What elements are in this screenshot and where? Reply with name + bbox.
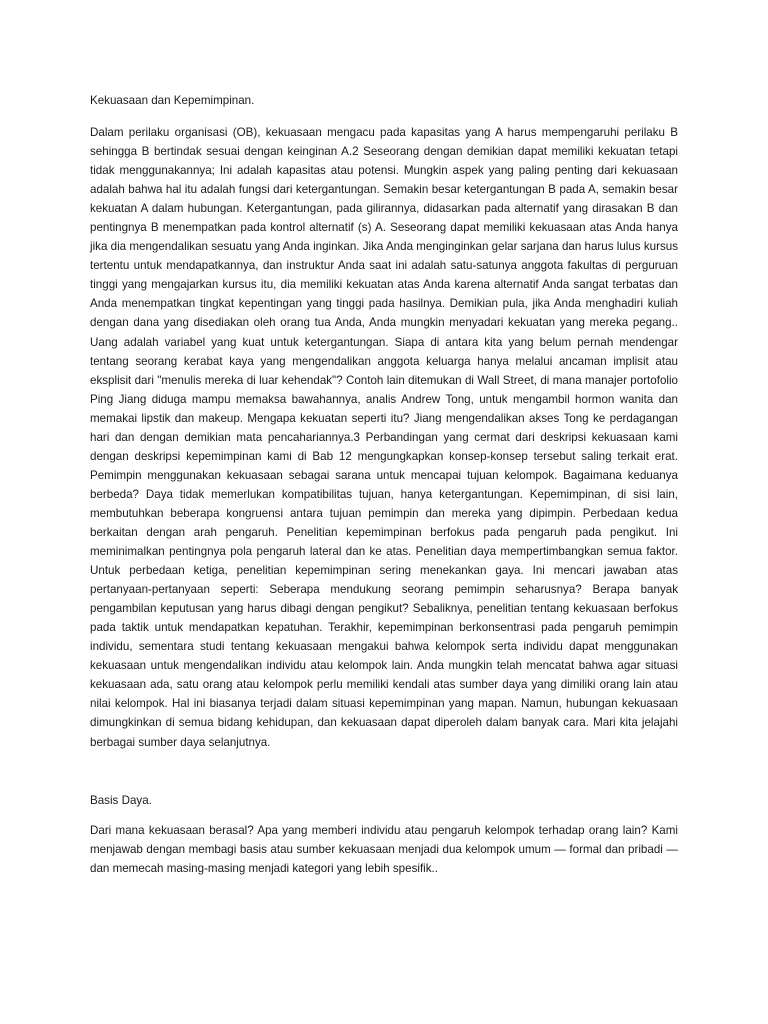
body-paragraph: Dalam perilaku organisasi (OB), kekuasaan mengacu pada kapasitas yang A harus mempengaruhi perilaku B sehingga B bertindak sesuai dengan keinginan A.2 Seseorang dengan demikian dapat memiliki kekuatan tetapi tidak menggunakannya; Ini adalah kapasitas atau potensi. Mungkin aspek yang paling penting dari kekuasaan adalah bahwa hal itu adalah fungsi dari ketergantungan. Semakin besar ketergantungan B pada A, semakin besar kekuatan A dalam hubungan. Ketergantungan, pada gilirannya, didasarkan pada alternatif yang dirasakan B dan pentingnya B menempatkan pada kontrol alternatif (s) A. Seseorang dapat memiliki kekuasaan atas Anda hanya jika dia mengendalikan sesuatu yang Anda inginkan. Jika Anda menginginkan gelar sarjana dan harus lulus kursus tertentu untuk mendapatkannya, dan instruktur Anda saat ini adalah satu-satunya anggota fakultas di perguruan tinggi yang mengajarkan kursus itu, dia memiliki kekuatan atas Anda karena alternatif Anda sangat terbatas dan Anda menempatkan tingkat kepentingan yang tinggi pada hasilnya. Demikian pula, jika Anda menghadiri kuliah dengan dana yang disediakan oleh orang tua Anda, Anda mungkin menyadari kekuatan yang mereka pegang.. Uang adalah variabel yang kuat untuk ketergantungan. Siapa di antara kita yang belum pernah mendengar tentang seorang kerabat kaya yang mengendalikan anggota keluarga hanya melalui ancaman implisit atau eksplisit dari "menulis mereka di luar kehendak"? Contoh lain ditemukan di Wall Street, di mana manajer portofolio Ping Jiang diduga mampu memaksa bawahannya, analis Andrew Tong, untuk mengambil hormon wanita dan memakai lipstik dan makeup. Mengapa kekuatan seperti itu? Jiang mengendalikan akses Tong ke perdagangan hari dan dengan demikian mata pencahariannya.3 Perbandingan yang cermat dari deskripsi kekuasaan kami dengan deskripsi kepemimpinan kami di Bab 12 mengungkapkan konsep-konsep tersebut saling terkait erat. Pemimpin menggunakan kekuasaan sebagai sarana untuk mencapai tujuan kelompok. Bagaimana keduanya berbeda? Daya tidak memerlukan kompatibilitas tujuan, hanya ketergantungan. Kepemimpinan, di sisi lain, membutuhkan beberapa kongruensi antara tujuan pemimpin dan mereka yang dipimpin. Perbedaan kedua berkaitan dengan arah pengaruh. Penelitian kepemimpinan berfokus pada pengaruh pada pengikut. Ini meminimalkan pentingnya pola pengaruh lateral dan ke atas. Penelitian daya mempertimbangkan semua faktor. Untuk perbedaan ketiga, penelitian kepemimpinan sering menekankan gaya. Ini mencari jawaban atas pertanyaan-pertanyaan seperti: Seberapa mendukung seorang pemimpin seharusnya? Berapa banyak pengambilan keputusan yang harus dibagi dengan pengikut? Sebaliknya, penelitian tentang kekuasaan berfokus pada taktik untuk mendapatkan kepatuhan. Terakhir, kepemimpinan berkonsentrasi pada pengaruh pemimpin individu, sementara studi tentang kekuasaan mengakui bahwa kelompok serta individu dapat menggunakan kekuasaan untuk mengendalikan individu atau kelompok lain. Anda mungkin telah mencatat bahwa agar situasi kekuasaan ada, satu orang atau kelompok perlu memiliki kendali atas sumber daya yang dimiliki orang lain atau nilai kelompok. Hal ini biasanya terjadi dalam situasi kepemimpinan yang mapan. Namun, hubungan kekuasaan dimungkinkan di semua bidang kehidupan, dan kekuasaan dapat diperoleh dalam banyak cara. Mari kita jelajahi berbagai sumber daya selanjutnya. xyxy=(90,126,678,749)
document-page xyxy=(90,92,678,878)
body-paragraph: Dari mana kekuasaan berasal? Apa yang memberi individu atau pengaruh kelompok terhadap orang lain? Kami menjawab dengan membagi basis atau sumber kekuasaan menjadi dua kelompok umum — formal dan pribadi — dan memecah masing-masing menjadi kategori yang lebih spesifik.. xyxy=(90,823,678,875)
section-heading: Basis Daya. xyxy=(90,793,152,807)
document-title: Kekuasaan dan Kepemimpinan. xyxy=(90,94,255,107)
